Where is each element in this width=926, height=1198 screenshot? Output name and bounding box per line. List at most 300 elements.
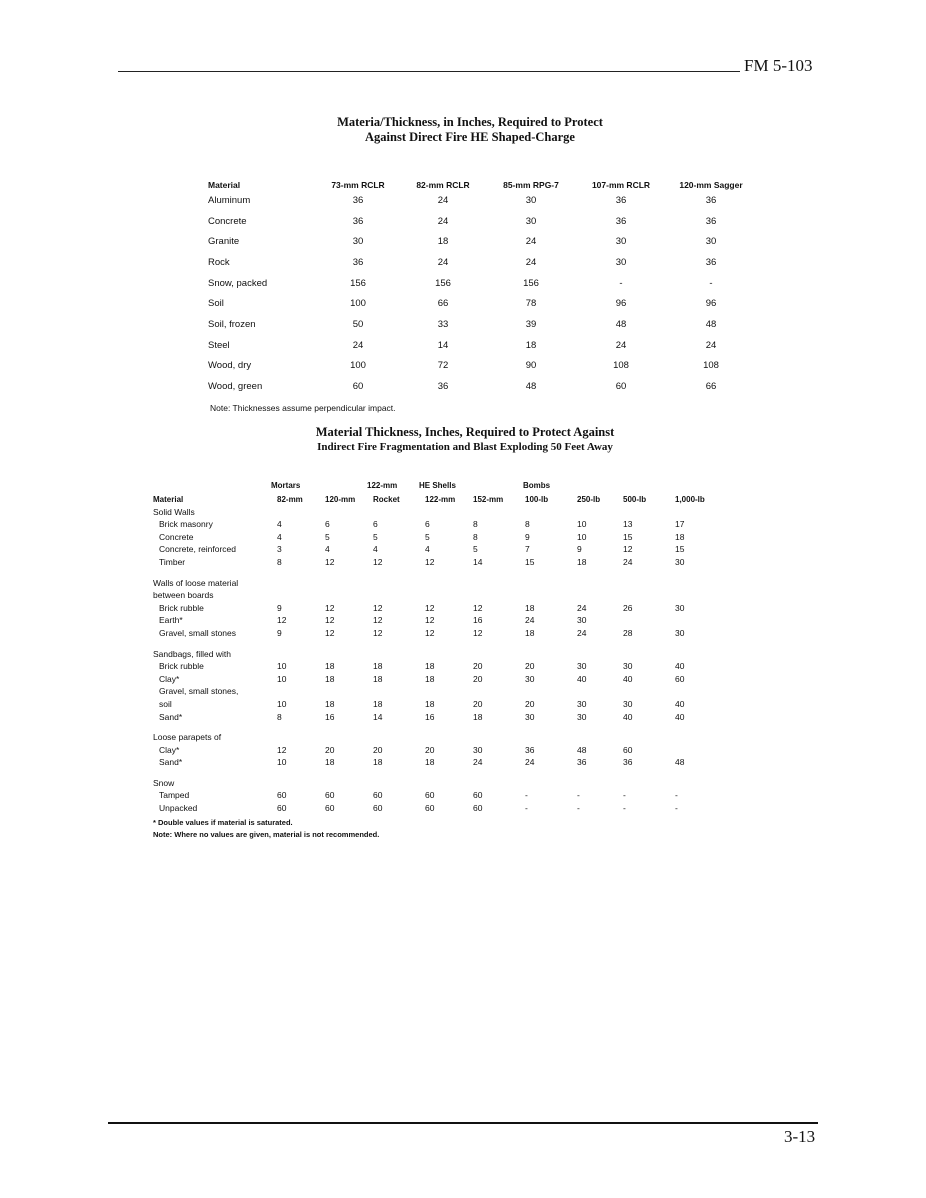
table2-row [153,788,725,801]
table1-value-cell: 108 [703,360,719,372]
table2-title [230,425,700,455]
table2-value-cell: 30 [623,661,633,672]
table2-value-cell: 30 [525,711,535,722]
table1-row [208,314,756,335]
table2-value-cell: 4 [325,544,330,555]
table2-row [153,529,725,542]
table2-value-cell: 8 [277,556,282,567]
table2-value-cell: 18 [425,757,435,768]
table2-value-cell: 4 [277,519,282,530]
table2-value-cell: 24 [473,757,483,768]
table2-value-cell: - [577,790,580,801]
table2-value-cell: - [623,803,626,814]
table2-value-cell: 20 [425,744,435,755]
page-number: 3-13 [784,1127,816,1146]
table2-value-cell: 24 [525,757,535,768]
table2-value-cell: 10 [577,531,587,542]
table1-material-cell: Soil [208,298,224,310]
table2-value-cell: 18 [373,661,383,672]
table2-value-cell: 60 [277,803,287,814]
table2-value-cell: 40 [577,673,587,684]
spacer-cell [153,722,725,730]
table1-value-cell: 108 [613,360,629,372]
table1-value-cell: 96 [615,298,627,310]
table2-value-cell: 7 [525,544,530,555]
table1-value-cell: 96 [705,298,717,310]
table2 [153,491,725,813]
table1-value-cell: 156 [350,277,366,289]
table2-value-cell: 26 [623,602,633,613]
table2-value-cell: 28 [623,627,633,638]
table2-value-cell: 12 [325,615,335,626]
table2-value-cell: 12 [325,556,335,567]
table2-value-cell: 18 [473,711,483,722]
table2-value-cell: 16 [325,711,335,722]
table1-value-cell: 36 [615,194,627,206]
table2-value-cell: 30 [577,615,587,626]
table2-material-cell: Sand* [159,711,183,722]
section-spacer [153,767,725,775]
table2-header-100lb: 100-lb [525,495,549,504]
table2-value-cell: 20 [325,744,335,755]
table2-value-cell: 18 [577,556,587,567]
table2-value-cell: 60 [373,790,383,801]
table2-value-cell: 20 [525,661,535,672]
table1-value-cell: 100 [350,360,366,372]
table2-value-cell: 48 [577,744,587,755]
table2-row [153,671,725,684]
table2-value-cell: - [525,790,528,801]
table1-value-cell: 156 [523,277,539,289]
table1-material-cell: Steel [208,339,230,351]
group-header-mortars: Mortars [271,481,301,490]
table2-body [153,504,725,813]
table1-value-cell: 66 [705,381,717,393]
table2-footnote: * Double values if material is saturated. [153,818,293,827]
table2-value-cell: - [675,790,678,801]
table2-value-cell: 60 [473,790,483,801]
table2-value-cell: 12 [325,627,335,638]
table2-section-label: between boards [153,590,214,601]
table2-row [153,554,725,567]
table1-value-cell: 24 [352,339,364,351]
table2-value-cell: 20 [473,698,483,709]
table2-section-label: Walls of loose material [153,577,239,588]
table2-value-cell: 13 [623,519,633,530]
table2-row [153,800,725,813]
table2-section-label: Snow [153,777,175,788]
table2-section-header [153,775,725,788]
table2-header-rocket: Rocket [373,495,400,504]
table2-value-cell: 12 [277,615,287,626]
table1-value-cell: 24 [437,215,449,227]
table1-value-cell: 24 [437,194,449,206]
table2-value-cell: 40 [675,698,685,709]
table1-title [250,115,690,145]
table2-value-cell [277,684,325,697]
group-header-rocket: 122-mm [367,481,398,490]
table2-section-header [153,588,725,601]
table1-value-cell: 48 [705,318,717,330]
table2-value-cell [473,684,525,697]
table2-row [153,542,725,555]
table1-value-cell: 48 [525,381,537,393]
table2-value-cell: 8 [473,531,478,542]
table1-row [208,190,756,211]
table2-value-cell [373,684,425,697]
table2-value-cell: 60 [325,790,335,801]
table2-row [153,613,725,626]
table2-value-cell: 9 [525,531,530,542]
table1-value-cell: 33 [437,318,449,330]
table2-section-header [153,730,725,743]
table2-value-cell: 12 [373,602,383,613]
table1-value-cell: 24 [437,256,449,268]
table2-value-cell [675,742,725,755]
table2-value-cell: 20 [473,661,483,672]
table2-section-label: Solid Walls [153,506,195,517]
table2-value-cell: 10 [577,519,587,530]
table2-value-cell: 60 [623,744,633,755]
table2-value-cell: 60 [373,803,383,814]
table2-material-cell: Concrete [159,531,194,542]
table1-value-cell: 72 [437,360,449,372]
table1-value-cell: 90 [525,360,537,372]
table2-value-cell: 30 [675,556,685,567]
table1-row [208,273,756,294]
table2-material-cell: Timber [159,556,186,567]
table2-value-cell: 5 [425,531,430,542]
table2-value-cell: 30 [525,673,535,684]
table2-value-cell: 12 [277,744,287,755]
table2-value-cell: 16 [473,615,483,626]
table2-value-cell: 12 [325,602,335,613]
table1-value-cell: 30 [615,256,627,268]
table2-value-cell: 8 [473,519,478,530]
table1-body [208,190,756,397]
table2-value-cell: 15 [675,544,685,555]
table1-material-cell: Wood, dry [208,360,252,372]
table2-value-cell: 12 [425,602,435,613]
table2-value-cell: 24 [577,627,587,638]
table2-header-500lb: 500-lb [623,495,647,504]
table2-header-250lb: 250-lb [577,495,601,504]
table1 [208,160,756,397]
table2-value-cell: 40 [623,673,633,684]
table2-value-cell: 12 [425,556,435,567]
spacer-cell [153,567,725,575]
table1-material-cell: Snow, packed [208,277,268,289]
table1-row [208,211,756,232]
table2-value-cell: 6 [425,519,430,530]
section-spacer [153,567,725,575]
table2-material-cell: Tamped [159,790,190,801]
table2-value-cell [525,684,577,697]
footer-rule [108,1122,818,1124]
table1-row [208,231,756,252]
table1-material-cell: Concrete [208,215,247,227]
table2-value-cell: 12 [425,627,435,638]
table2-value-cell: 4 [425,544,430,555]
table1-value-cell: 14 [437,339,449,351]
table1-value-cell: 30 [705,236,717,248]
table2-value-cell: - [525,803,528,814]
table1-row [208,252,756,273]
table1-value-cell: 36 [705,256,717,268]
table2-value-cell: 18 [425,698,435,709]
table2-value-cell [675,684,725,697]
table1-value-cell: 39 [525,318,537,330]
table2-value-cell: 8 [525,519,530,530]
table1-value-cell: 60 [615,381,627,393]
table2-value-cell [623,613,675,626]
table1-material-cell: Soil, frozen [208,318,256,330]
table2-value-cell: 4 [373,544,378,555]
table2-value-cell: 18 [425,661,435,672]
table2-value-cell: 30 [577,698,587,709]
table2-value-cell: 5 [373,531,378,542]
table1-header-row [208,160,756,190]
table1-header-120mm: 120-mm Sagger [679,180,743,190]
table2-value-cell: 60 [675,673,685,684]
table1-title-line1: Materia/Thickness, in Inches, Required to Protect [337,115,603,129]
table2-value-cell: 20 [373,744,383,755]
table1-value-cell: 36 [437,381,449,393]
table2-value-cell: 24 [525,615,535,626]
table2-value-cell: 12 [473,627,483,638]
table2-value-cell: 30 [623,698,633,709]
table1-value-cell: 50 [352,318,364,330]
table2-value-cell: 18 [525,602,535,613]
table2-material-cell: Gravel, small stones [159,627,236,638]
table2-value-cell: 14 [373,711,383,722]
table1-value-cell: 36 [352,194,364,206]
table2-header-120mm: 120-mm [325,495,356,504]
table1-header-107mm: 107-mm RCLR [591,180,651,190]
table2-header-122mm: 122-mm [425,495,456,504]
table2-value-cell: 20 [473,673,483,684]
table2-title-line2: Indirect Fire Fragmentation and Blast Exploding 50 Feet Away [317,441,613,453]
table2-material-cell: Clay* [159,744,180,755]
table2-material-cell: Brick rubble [159,602,204,613]
table2-value-cell: 6 [325,519,330,530]
table1-value-cell: 18 [437,236,449,248]
table2-material-cell: Unpacked [159,803,198,814]
table1-value-cell: 60 [352,381,364,393]
table2-value-cell: 40 [623,711,633,722]
table2-section-label: Sandbags, filled with [153,648,231,659]
table2-row [153,600,725,613]
section-spacer [153,722,725,730]
table2-value-cell: 10 [277,698,287,709]
table1-row [208,356,756,377]
table2-row [153,625,725,638]
table2-material-cell: Sand* [159,757,183,768]
table2-header-82mm: 82-mm [277,495,303,504]
table1-value-cell: 24 [705,339,717,351]
document-id: FM 5-103 [744,56,813,75]
table1-material-cell: Aluminum [208,194,251,206]
table1-header-73mm: 73-mm RCLR [331,180,385,190]
table2-value-cell: 5 [473,544,478,555]
table2-value-cell: 17 [675,519,685,530]
table2-section-header [153,575,725,588]
table2-value-cell: 4 [277,531,282,542]
table2-value-cell: 18 [425,673,435,684]
table2-value-cell: 30 [577,711,587,722]
table1-value-cell: 18 [525,339,537,351]
table2-value-cell: 40 [675,661,685,672]
table2-row [153,684,725,697]
table2-value-cell: 30 [675,627,685,638]
table2-value-cell: 9 [277,627,282,638]
table2-row [153,755,725,768]
table2-header-152mm: 152-mm [473,495,504,504]
table2-value-cell: 60 [425,790,435,801]
table2-row [153,742,725,755]
table2-value-cell [577,684,623,697]
table2-title-line1: Material Thickness, Inches, Required to Protect Against [315,425,615,439]
table2-value-cell: 12 [373,615,383,626]
table1-header-85mm: 85-mm RPG-7 [503,180,559,190]
table2-value-cell: 12 [473,602,483,613]
table2-header-material: Material [153,495,184,504]
table1-value-cell: 36 [705,215,717,227]
table2-value-cell: - [623,790,626,801]
group-header-shells: HE Shells [419,481,456,490]
table1-material-cell: Granite [208,236,240,248]
table2-value-cell: 18 [325,673,335,684]
table2-value-cell: 16 [425,711,435,722]
table2-value-cell: 18 [373,757,383,768]
table2-row [153,709,725,722]
table1-value-cell: - [619,277,623,289]
table2-value-cell: 36 [577,757,587,768]
table2-value-cell: 60 [473,803,483,814]
table2-value-cell: 12 [425,615,435,626]
spacer-cell [153,767,725,775]
table2-value-cell: 24 [623,556,633,567]
table2-value-cell: 8 [277,711,282,722]
table2-value-cell: 18 [325,661,335,672]
table1-value-cell: 78 [525,298,537,310]
table2-value-cell: 30 [473,744,483,755]
table1-value-cell: 36 [352,215,364,227]
table1-row [208,335,756,356]
table2-material-cell: Concrete, reinforced [159,544,237,555]
table2-value-cell [623,684,675,697]
table2-material-cell: soil [159,698,172,709]
table2-value-cell: 12 [373,627,383,638]
table1-note: Note: Thicknesses assume perpendicular impact. [210,403,396,413]
table2-value-cell: - [577,803,580,814]
table1-value-cell: 24 [525,236,537,248]
table1-title-line2: Against Direct Fire HE Shaped-Charge [365,130,575,144]
table2-value-cell: 18 [525,627,535,638]
table1-value-cell: 156 [435,277,451,289]
table2-value-cell: 40 [675,711,685,722]
table2-value-cell: 36 [623,757,633,768]
table2-value-cell: 60 [425,803,435,814]
table1-header-82mm: 82-mm RCLR [416,180,470,190]
table2-value-cell: 10 [277,673,287,684]
table2-row [153,659,725,672]
table2-value-cell: 14 [473,556,483,567]
table1-value-cell: 36 [705,194,717,206]
table1-value-cell: 24 [525,256,537,268]
table2-value-cell: 60 [277,790,287,801]
table2-value-cell: 18 [675,531,685,542]
table2-value-cell: 12 [623,544,633,555]
table1-value-cell: 48 [615,318,627,330]
table2-value-cell: 18 [325,757,335,768]
table2-value-cell: 10 [277,661,287,672]
table1-value-cell: 30 [525,215,537,227]
table2-value-cell: 12 [373,556,383,567]
table2-header-1000lb: 1,000-lb [675,495,705,504]
table2-value-cell: 15 [525,556,535,567]
table1-value-cell: 24 [615,339,627,351]
table1-header-material: Material [208,180,241,190]
table2-section-label: Loose parapets of [153,732,222,743]
group-header-bombs: Bombs [523,481,551,490]
table2-value-cell: 60 [325,803,335,814]
table2-value-cell: 18 [325,698,335,709]
table2-value-cell: 3 [277,544,282,555]
table1-value-cell: - [709,277,713,289]
table2-value-cell: - [675,803,678,814]
table2-material-cell: Clay* [159,673,180,684]
table2-section-header [153,646,725,659]
table2-value-cell: 24 [577,602,587,613]
section-spacer [153,638,725,646]
table1-value-cell: 100 [350,298,366,310]
spacer-cell [153,638,725,646]
header-rule [118,71,740,72]
table1-value-cell: 36 [615,215,627,227]
table1-row [208,376,756,397]
table2-row [153,696,725,709]
table2-material-cell: Brick masonry [159,519,213,530]
table2-value-cell: 9 [277,602,282,613]
table1-value-cell: 30 [352,236,364,248]
table1-value-cell: 36 [352,256,364,268]
table2-value-cell: 10 [277,757,287,768]
table2-value-cell: 9 [577,544,582,555]
table2-value-cell: 5 [325,531,330,542]
table2-note: Note: Where no values are given, material is not recommended. [153,830,380,839]
table2-value-cell: 18 [373,673,383,684]
table1-value-cell: 30 [615,236,627,248]
table1-material-cell: Rock [208,256,230,268]
table2-section-header [153,504,725,517]
table2-value-cell: 18 [373,698,383,709]
table2-value-cell: 30 [577,661,587,672]
table2-value-cell: 6 [373,519,378,530]
table2-value-cell [425,684,473,697]
table2-value-cell: 15 [623,531,633,542]
table2-value-cell: 48 [675,757,685,768]
table2-value-cell [325,684,373,697]
table1-value-cell: 66 [437,298,449,310]
table1-value-cell: 30 [525,194,537,206]
table2-material-cell: Gravel, small stones, [159,686,239,697]
table2-value-cell: 20 [525,698,535,709]
table2-header-row [153,491,725,504]
table2-material-cell: Brick rubble [159,661,204,672]
table2-row [153,517,725,530]
table1-row [208,293,756,314]
